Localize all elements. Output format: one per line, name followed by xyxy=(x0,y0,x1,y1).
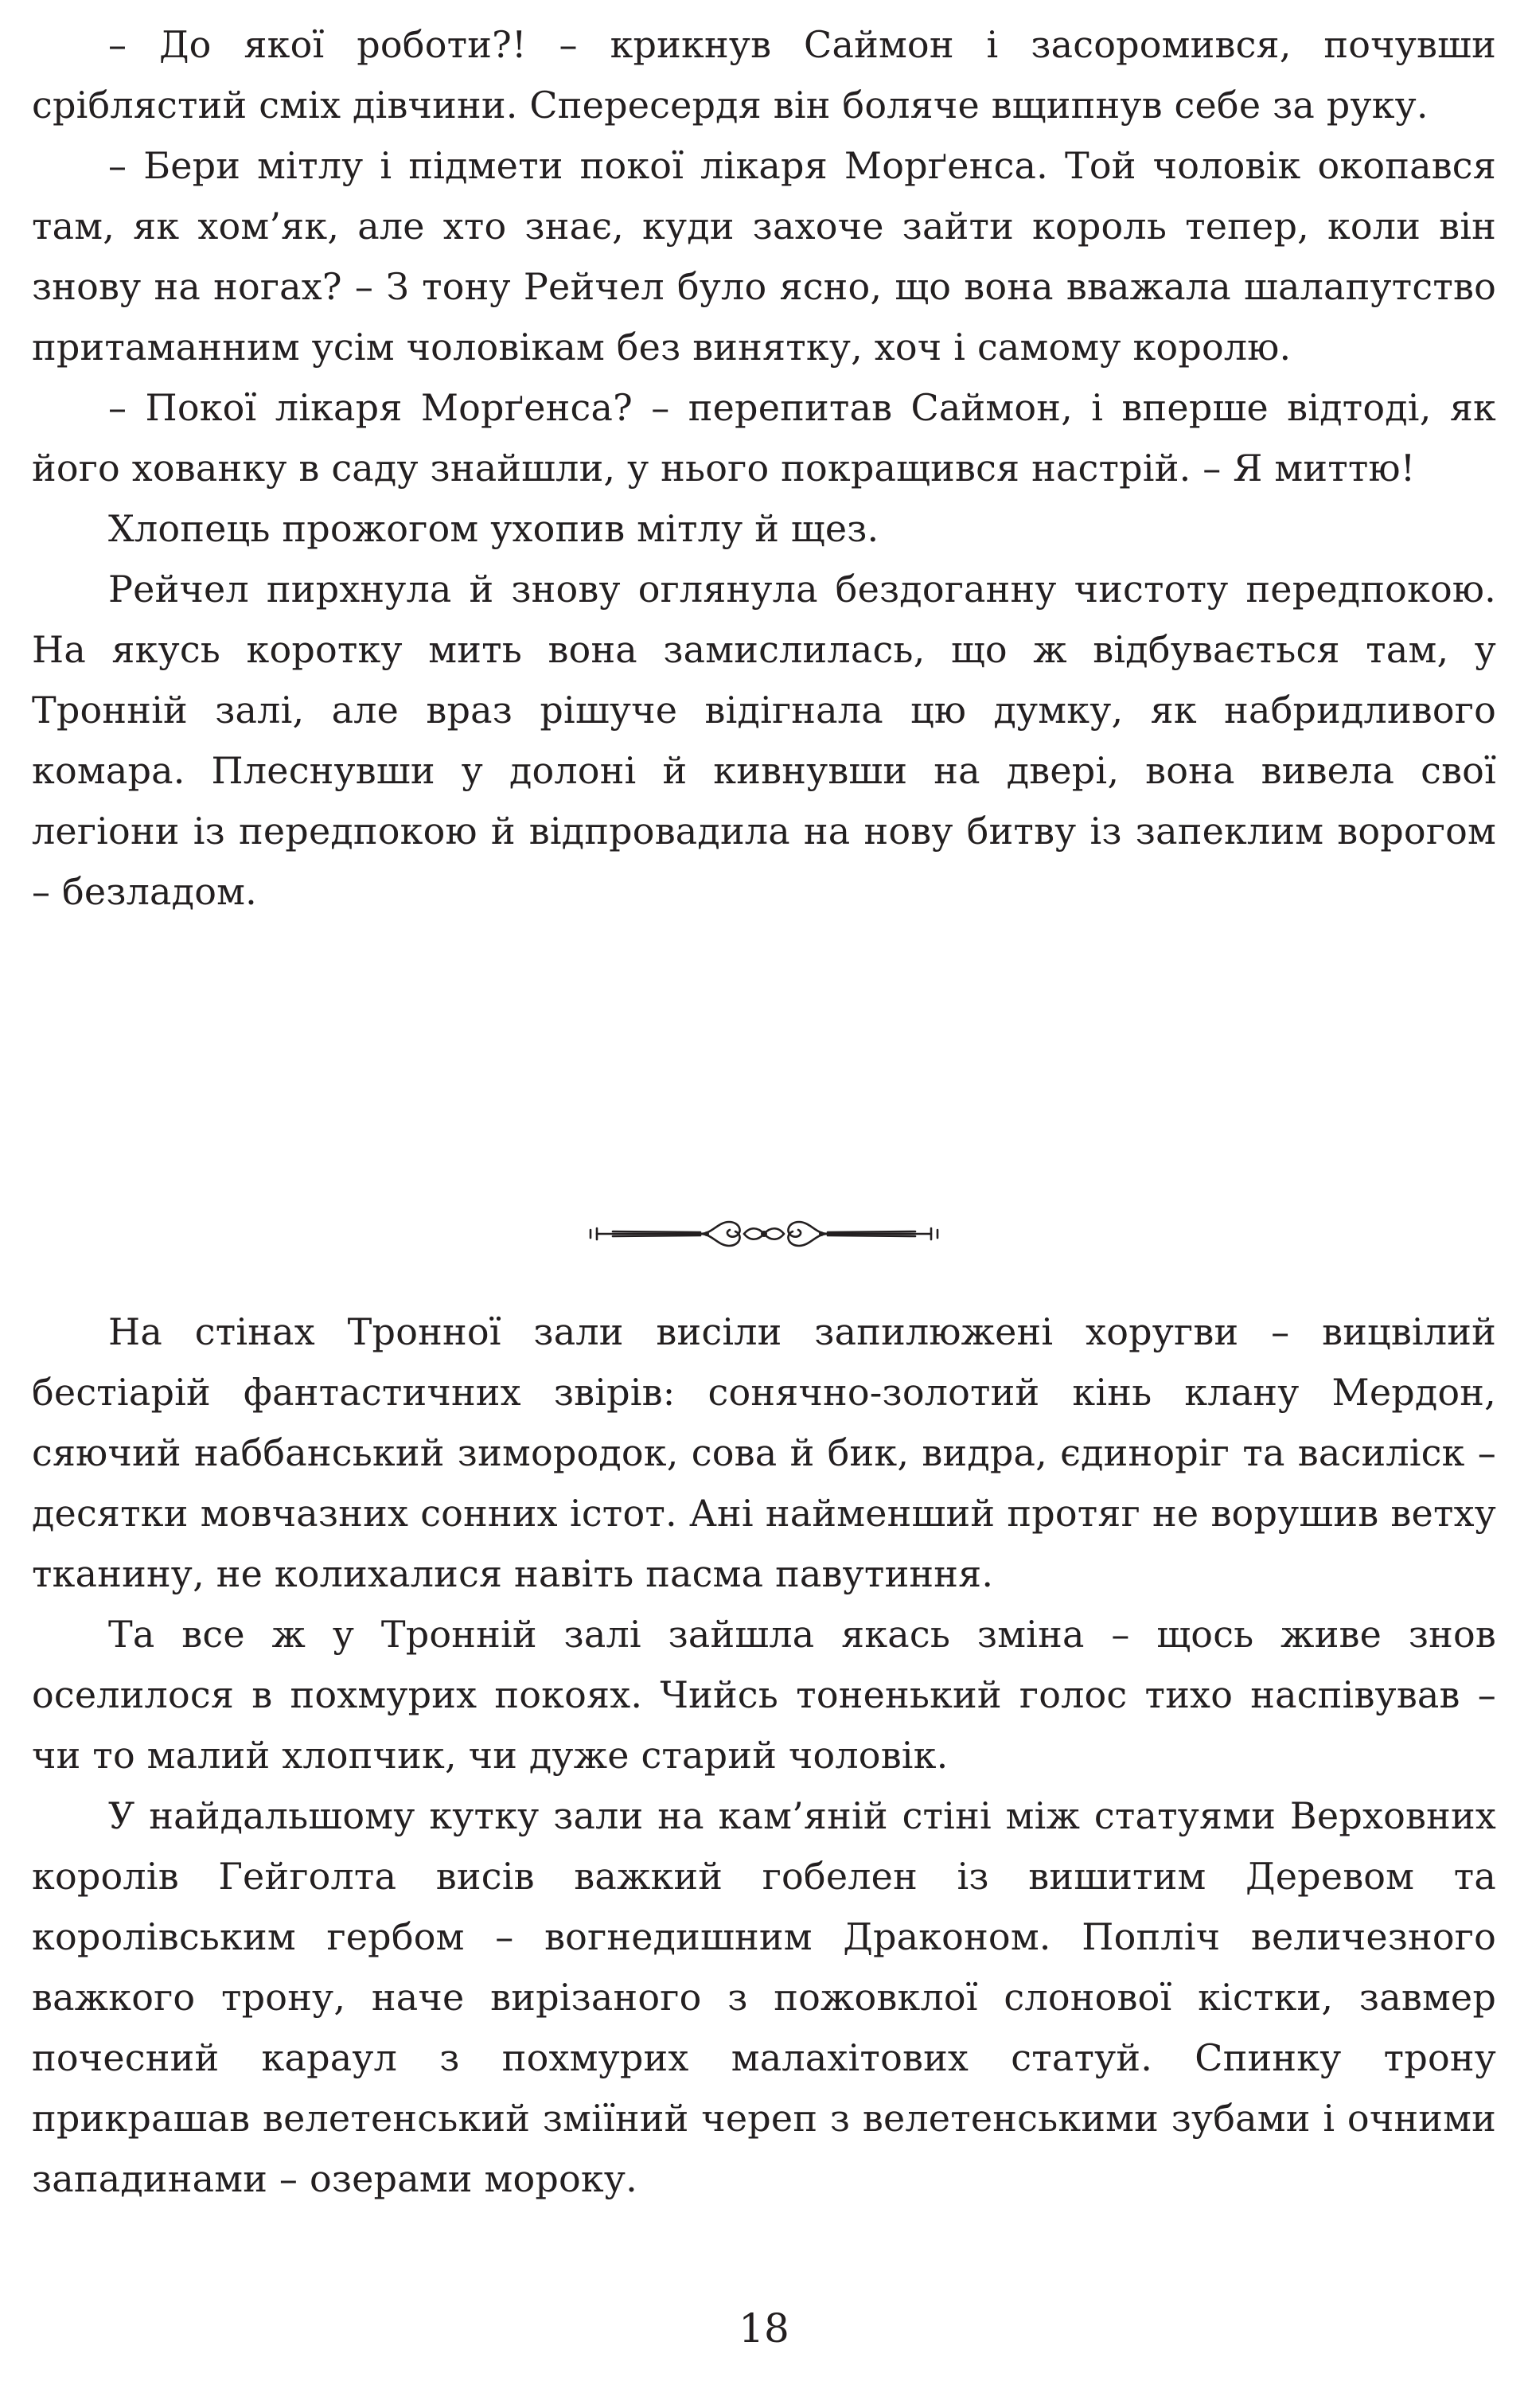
page-number: 18 xyxy=(739,2305,789,2351)
text-section-before-break xyxy=(32,14,1496,922)
paragraph: У найдальшому кутку зали на кам’яній стіні між статуями Верховних королів Гейголта висів важкий гобелен із вишитим Деревом та королівським гербом – вогнедишним Драконом. Попліч величезного важкого трону, наче вирізаного з пожовклої слонової кістки, завмер почесний караул з похмурих малахітових статуй. Спинку трону прикрашав велетенський зміїний череп з велетенськими зубами і очними западинами – озерами мороку. xyxy=(32,1794,1496,2200)
paragraph: – Бери мітлу і підмети покої лікаря Морґенса. Той чоловік окопався там, як хом’як, але хто знає, куди захоче зайти король тепер, коли він знову на ногах? – З тону Рейчел було ясно, що вона вважала шалапутство притаманним усім чоловікам без винятку, хоч і самому королю. xyxy=(32,144,1496,369)
paragraph: – До якої роботи?! – крикнув Саймон і засоромився, почувши сріблястий сміх дівчини. Спересердя він боляче вщипнув себе за руку. xyxy=(32,23,1496,127)
section-break-ornament xyxy=(32,1198,1496,1270)
paragraph: Хлопець прожогом ухопив мітлу й щез. xyxy=(108,507,879,550)
text-section-after-break xyxy=(32,1302,1496,2209)
paragraph: Рейчел пирхнула й знову оглянула бездоганну чистоту передпокою. На якусь коротку мить вона замислилась, що ж відбувається там, у Тронній залі, але враз рішуче відігнала цю думку, як набридливого комара. Плеснувши у долоні й кивнувши на двері, вона вивела свої легіони із передпокою й відпровадила на нову битву із запеклим ворогом – безладом. xyxy=(32,568,1496,913)
scroll-flourish-divider-icon xyxy=(581,1198,947,1270)
paragraph: На стінах Тронної зали висіли запилюжені хоругви – вицвілий бестіарій фантастичних звірів: сонячно-золотий кінь клану Мердон, сяючий наббанський зимородок, сова й бик, видра, єдиноріг та василіск – десятки мовчазних сонних істот. Ані найменший протяг не ворушив ветху тканину, не колихалися навіть пасма павутиння. xyxy=(32,1310,1496,1595)
paragraph: Та все ж у Тронній залі зайшла якась зміна – щось живе знов оселилося в похмурих покоях. Чийсь тоненький голос тихо наспівував – чи то малий хлопчик, чи дуже старий чоловік. xyxy=(32,1613,1496,1777)
book-page xyxy=(32,0,1496,2408)
paragraph: – Покої лікаря Морґенса? – перепитав Саймон, і вперше відтоді, як його хованку в саду знайшли, у нього покращився настрій. – Я миттю! xyxy=(32,386,1496,490)
